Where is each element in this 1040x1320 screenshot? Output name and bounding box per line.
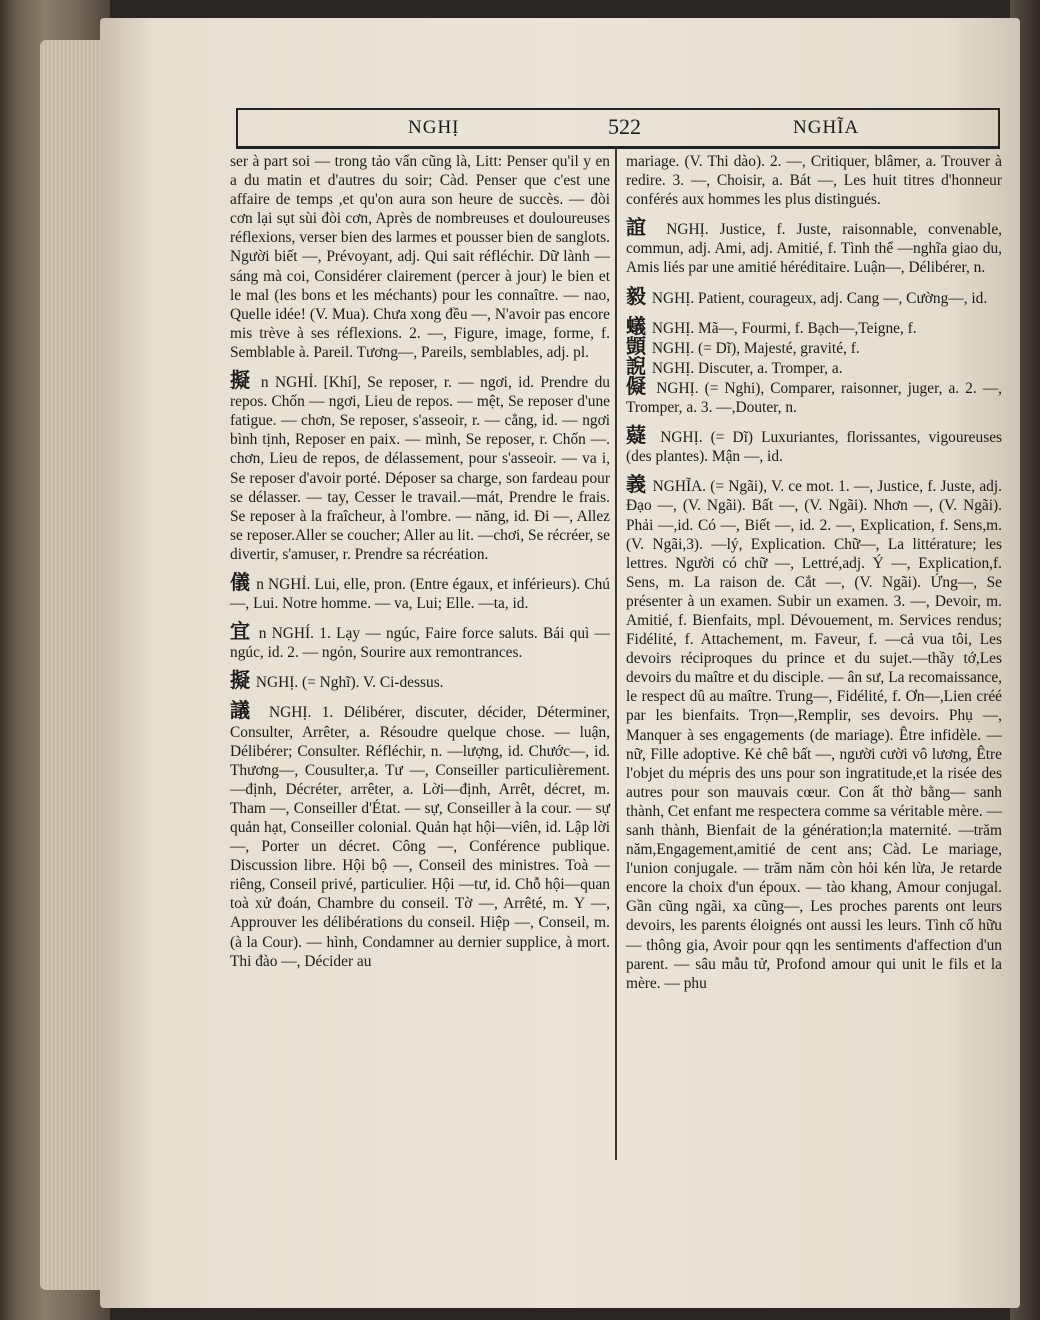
entry [626,152,1002,209]
entry-text: mariage. (V. Thi dào). 2. —, Critiquer, blâmer, a. Trouver à redire. 3. —, Choisir, a. Bát —, Les huit titres d'honneur conférés aux hommes les plus distingués. [626,153,1002,209]
page-header [236,108,1000,149]
entry-text: NGHỊ. Patient, courageux, adj. Cang —, Cường—, id. [651,289,988,307]
header-right-word: NGHĨA [793,117,860,138]
entry [626,219,1002,277]
hanzi-char: 毅 [626,285,646,308]
entry [626,315,1002,338]
entry-text: NGHỊ. Discuter, a. Tromper, a. [651,359,843,377]
hanzi-char: 義 [626,474,647,497]
entry [230,372,610,564]
hanzi-char: 議 [230,700,257,723]
entry [626,375,1002,417]
right-column [626,152,1002,993]
entry-text: NGHỊ. 1. Délibérer, discuter, décider, Déterminer, Consulter, Arrêter, a. Résoudre quelque chose. — luận, Délibérer; Consulter. Réfléchir, n. —lượng, id. Chước—, id. Thương—, Cousulter,a. Tư —, Conseiller particulièrement. —định, Décréter, arrêter, a. Lời—định, Arrêt, décret, m. Tham —, Conseiller d'État. — sự, Conseiller à la cour. — sự quản hạt, Conseiller colonial. Quản hạt hội—viên, id. Lập lời —, Porter un décret. Công —, Conférence publique. Discussion libre. Hội bộ —, Conseil des ministres. Toà — riêng, Conseil privé, particulier. Hội —tư, id. Chỗ hội—quan toà xử đoán, Chambre du conseil. Tờ —, Arrêté, m. Y —, Approuver les délibérations du conseil. Hiệp —, Conseil, m. (à la Cour). — hình, Condamner au dernier supplice, à mort. Thi đào —, Décider au [230,704,610,970]
entry [230,702,610,970]
entry-text: n NGHỈ. [Khí], Se reposer, r. — ngơi, id. Prendre du repos. Chốn — ngơi, Lieu de repos. — mệt, Se reposer d'une fatigue. — chơn, Se reposer, s'asseoir, r. — cẳng, id. — ngơi bình tịnh, Reposer en paix. — mình, Se reposer, r. Chốn —. chơn, Lieu de repos, de délassement, pour s'asseoir. — va i, Se reposer d'avoir porté. Déposer sa charge, son fardeau pour se délasser. — tay, Cesser le travail.—mát, Prendre le frais. Se reposer à la fraîcheur, à l'ombre. — năng, id. Đi —, Allez se reposer.Aller se coucher; Aller au lit. —chơi, Se récréer, se divertir, s'amuser, r. Prendre sa récréation. [230,374,610,563]
entry-text: ser à part soi — trong tảo vẩn cũng là, Litt: Penser qu'il y en a du matin et d'autres du soir; Càd. Penser que c'est une affaire de temps ,et qu'on aura son heure de succès. — đòi cơn lại sụt sùi đòi cơn, Après de nombreuses et douloureuses réflexions, verser bien des larmes et pousser bien de sanglots. Người biết —, Prévoyant, adj. Qui sait réfléchir. Dữ lành — sáng mà coi, Considérer clairement (percer à jour) le bien et le mal (les bons et les méchants) pour les connaître. — nao, Quelle idée! (V. Mua). Chưa xong đều —, N'avoir pas encore mis trève à ses réflexions. 2. —, Figure, image, forme, f. Semblable à. Pareil. Tương—, Pareils, semblables, adj. pl. [230,153,610,361]
entry-text: NGHỊ. Justice, f. Juste, raisonnable, convenable, commun, adj. Ami, adj. Amitié, f. Tình thể —nghĩa giao du, Amis liés par une amitié héréditaire. Luận—, Délibérer, n. [626,221,1002,277]
entry [626,476,1002,993]
hanzi-char: 誽 [626,355,646,378]
entry [626,355,1002,378]
page-number: 522 [608,114,641,139]
entry-text: n NGHÍ. 1. Lạy — ngúc, Faire force saluts. Bái quì — ngúc, id. 2. — ngỏn, Sourire aux remontrances. [230,625,610,662]
entry-text: NGHỊ. (= Nghi), Comparer, raisonner, juger, a. 2. —, Tromper, a. 3. —,Douter, n. [626,379,1002,417]
entry-text: NGHỊ. (= Nghĩ). V. Ci-dessus. [255,674,444,692]
entry [230,152,610,362]
entry [626,285,1002,308]
hanzi-char: 顗 [626,335,646,358]
hanzi-char: 薿 [626,425,651,448]
hanzi-char: 蟻 [626,315,646,338]
hanzi-char: 擬 [230,370,253,393]
entry-text: NGHỊ. Mã—, Fourmi, f. Bạch—,Teigne, f. [651,319,917,337]
entry [230,672,610,692]
entry-text: n NGHỈ. Lui, elle, pron. (Entre égaux, et inférieurs). Chú —, Lui. Notre homme. — va, Lui; Elle. —ta, id. [230,575,610,613]
column-divider [615,148,617,1160]
entry-text: NGHĨA. (= Ngãi), V. ce mot. 1. —, Justice, f. Juste, adj. Đạo —, (V. Ngãi). Bất —, (V. Ngãi). Nhơn —, (V. Ngãi). Phải —,id. Có —, Biết —, id. 2. —, Explication, f. Sens,m. (V. Ngãi,3). —lý, Explication. Chữ—, La littérature; les lettres. Người có chữ —, Lettré,adj. Ý —, Explication,f. Sens, m. La raison de. Cắt —, (V. Ngãi). Ứng—, Se présenter à un examen. Subir un examen. 3. —, Devoir, m. Amitié, f. Bienfaits, mpl. Dévouement, m. Services rendus; Fidélité, f. Attachement, m. Faveur, f. —cả vua tôi, Les devoirs réciproques du prince et du sujet.—thầy tớ,Les devoirs du maître et du disciple. — ân sư, La recomaissance, le respect dû au maître. Trung—, Fidélité, f. Ơn—,Lien créé par les bienfaits. Trọn—,Remplir, ses devoirs. Phụ —, Manquer à ses engagements (de mariage). Être infidèle. —nữ, Fille adoptive. Kẻ chê bất —, người cười vô lương, Être l'objet du mépris des uns pour son ingratitude,et la risée des autres pour son mauvais cœur. Con ất thờ bằng— sanh thành, Cet enfant me respectera comme sa véritable mère. — sanh thành, Bienfait de la génération;la maternité. —trăm năm,Engagement,amitié de cent ans; Càd. Le mariage, l'union conjugale. — trăm năm còn hỏi kén lừa, Je retarde encore la choix d'un époux. — tào khang, Amour conjugal. Gần cũng ngãi, xa cũng—, Les proches parents ont leurs devoirs, les parents éloignés ont aussi les leurs. Tình cố hữu — thông gia, Avoir pour qqn les sentiments d'affection d'un parent. — sâu mẫu tử, Profond amour qui unit le fils et la mère. — phu [626,478,1002,992]
entry [230,623,610,662]
entry [626,335,1002,358]
hanzi-char: 儀 [230,571,251,594]
entry-text: NGHỊ. (= Dĩ) Luxuriantes, florissantes, vigoureuses (des plantes). Mận —, id. [626,429,1003,466]
hanzi-char: 擬 [230,670,250,693]
entry [230,571,610,613]
header-left-word: NGHỊ [408,117,460,138]
entry [626,427,1002,466]
hanzi-char: 誼 [626,217,654,240]
left-column [230,152,610,971]
hanzi-char: 儗 [626,375,649,398]
entry-text: NGHỊ. (= Dĩ), Majesté, gravité, f. [651,339,860,357]
hanzi-char: 宜 [230,621,252,644]
